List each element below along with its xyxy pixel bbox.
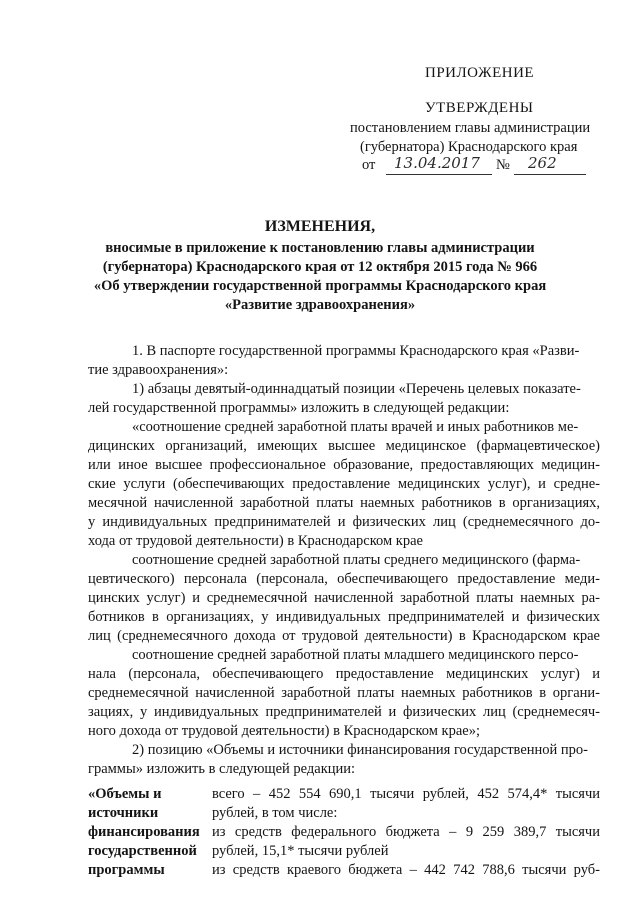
table-left-cell-line: государственной	[88, 843, 197, 859]
table-right-cell-line: рублей, 15,1* тысячи рублей	[212, 843, 389, 859]
table-right-cell-line: из средств краевого бюджета – 442 742 788,6 тысячи руб-	[212, 862, 600, 878]
approval-line-2: (губернатора) Краснодарского края	[360, 139, 578, 155]
table-left-cell-line: «Объемы и	[88, 786, 162, 802]
body-line: лей государственной программы» изложить в следующей редакции:	[88, 400, 510, 416]
table-right-cell-line: рублей, в том числе:	[212, 805, 338, 821]
body-line: «соотношение средней заработной платы врачей и иных работников ме-	[132, 419, 579, 435]
handwritten-date: 13.04.2017	[394, 154, 480, 172]
table-right-cell-line: всего – 452 554 690,1 тысячи рублей, 452 574,4* тысячи	[212, 786, 600, 802]
body-line: нала (персонала, обеспечивающего предоставление медицинских услуг) и	[88, 666, 600, 682]
body-line: или иное высшее профессиональное образование, предоставляющих медицин-	[88, 457, 600, 473]
body-line: 1. В паспорте государственной программы Краснодарского края «Разви-	[132, 343, 580, 359]
body-line: граммы» изложить в следующей редакции:	[88, 761, 356, 777]
body-line: у индивидуальных предпринимателей и физических лиц (среднемесячного до-	[88, 514, 600, 530]
title-line-1: вносимые в приложение к постановлению главы администрации	[105, 240, 535, 256]
title-line-2: (губернатора) Краснодарского края от 12 октября 2015 года № 966	[102, 259, 538, 275]
body-line: зациях, у индивидуальных предпринимателей и физических лиц (среднемесяч-	[88, 704, 600, 720]
number-field	[514, 154, 586, 175]
body-line: соотношение средней заработной платы младшего медицинского персо-	[132, 647, 579, 663]
handwritten-number: 262	[528, 154, 557, 172]
title-line-4: «Развитие здравоохранения»	[224, 297, 416, 313]
body-line: ские услуги (обеспечивающих предоставление медицинских услуг), и средне-	[88, 476, 600, 492]
date-field	[386, 154, 492, 175]
body-line: лиц (среднемесячного дохода от трудовой деятельности) в Краснодарском крае	[88, 628, 600, 644]
body-line: цевтического) персонала (персонала, обеспечивающего предоставление меди-	[88, 571, 600, 587]
body-line: тие здравоохранения»:	[88, 362, 229, 378]
body-line: дицинских организаций, имеющих высшее медицинское (фармацевтическое)	[88, 438, 600, 454]
body-line: месячной начисленной заработной платы наемных работников в организациях,	[88, 495, 600, 511]
approval-line-1: постановлением главы администрации	[350, 120, 591, 136]
date-prefix: от	[362, 157, 376, 173]
body-line: среднемесячной начисленной заработной платы наемных работников в органи-	[88, 685, 600, 701]
body-line: ного дохода от трудовой деятельности) в Краснодарском крае»;	[88, 723, 480, 739]
table-right-cell-line: из средств федерального бюджета – 9 259 389,7 тысячи	[212, 824, 600, 840]
body-line: ботников в организациях, у индивидуальных предпринимателей и физических	[88, 609, 600, 625]
number-prefix: №	[496, 157, 510, 173]
table-left-cell-line: источники	[88, 805, 159, 821]
body-line: соотношение средней заработной платы среднего медицинского (фарма-	[132, 552, 581, 568]
body-line: цинских услуг) и среднемесячной начисленной заработной платы наемных ра-	[88, 590, 600, 606]
body-line: 1) абзацы девятый-одиннадцатый позиции «Перечень целевых показате-	[132, 381, 581, 397]
body-line: 2) позицию «Объемы и источники финансирования государственной про-	[132, 742, 588, 758]
appendix-heading: ПРИЛОЖЕНИЕ	[425, 65, 535, 81]
body-line: хода от трудовой деятельности) в Краснодарском крае	[88, 533, 423, 549]
document-title: ИЗМЕНЕНИЯ,	[264, 218, 376, 235]
table-left-cell-line: программы	[88, 862, 165, 878]
table-left-cell-line: финансирования	[88, 824, 200, 840]
approved-heading: УТВЕРЖДЕНЫ	[425, 100, 534, 116]
title-line-3: «Об утверждении государственной программы Краснодарского края	[93, 278, 547, 294]
